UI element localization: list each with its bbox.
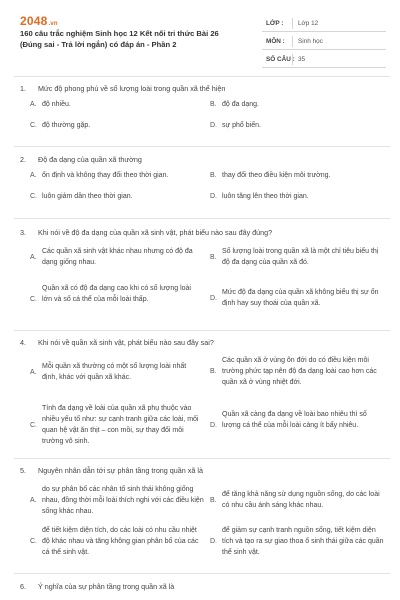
option-text: để tăng khả năng sử dụng nguồn sống, do các loài có nhu cầu ánh sáng khác nhau. xyxy=(222,491,380,510)
option-text: thay đổi theo điều kiện môi trường. xyxy=(222,172,331,180)
question-number: 1. xyxy=(20,84,26,93)
option-letter: A. xyxy=(30,497,37,505)
site-logo[interactable] xyxy=(20,14,58,28)
option-letter: B. xyxy=(210,101,217,109)
divider xyxy=(14,76,390,77)
option-text: Quần xã càng đa dạng về loài bao nhiêu thì số lượng cá thể của mỗi loài càng ít bấy nhiêu. xyxy=(222,411,367,430)
question-text: Độ đa dạng của quần xã thường xyxy=(38,155,142,164)
question-text: Khi nói về độ đa dạng của quần xã sinh vật, phát biểu nào sau đây đúng? xyxy=(38,228,273,237)
option-text: để giảm sự cạnh tranh nguồn sống, tiết kiệm diện tích và tạo ra sự giao thoa ổ sinh thái giữa các quần thể sinh vật. xyxy=(222,527,384,556)
option-text: luôn giảm dần theo thời gian. xyxy=(42,193,133,201)
logo-suffix: .vn xyxy=(48,21,58,27)
document-title: 160 câu trắc nghiệm Sinh học 12 Kết nối tri thức Bài 26 (Đúng sai - Trả lời ngắn) có đáp án - Phần 2 xyxy=(20,29,219,49)
option-text: độ thường gặp. xyxy=(42,122,91,130)
option-text: do sự phân bố các nhân tố sinh thái không giống nhau, đồng thời mỗi loài thích nghi với các điều kiện sống khác nhau. xyxy=(42,486,204,515)
option-letter: C. xyxy=(30,296,37,304)
option-text: Các quần xã ở vùng ôn đới do có điều kiện môi trường phức tạp nên độ đa dạng loài cao hơn các quần xã ở vùng nhiệt đới. xyxy=(222,357,377,386)
info-row-count xyxy=(262,50,386,68)
divider xyxy=(14,458,390,459)
divider xyxy=(14,218,390,219)
divider xyxy=(14,330,390,331)
option-letter: D. xyxy=(210,122,217,130)
option-letter: C. xyxy=(30,538,37,546)
question-number: 6. xyxy=(20,582,26,591)
info-label: MÔN : xyxy=(266,38,285,45)
option-text: độ nhiều. xyxy=(42,101,71,109)
question-text: Mức độ phong phú về số lượng loài trong quần xã thể hiện xyxy=(38,84,226,93)
logo-text: 2048 xyxy=(20,14,48,28)
option-letter: C. xyxy=(30,193,37,201)
question-number: 3. xyxy=(20,228,26,237)
divider xyxy=(14,573,390,574)
option-letter: A. xyxy=(30,369,37,377)
option-text: để tiết kiệm diện tích, do các loài có nhu cầu nhiệt độ khác nhau và tăng không gian phân bố của các cá thể sinh vật. xyxy=(42,527,199,556)
option-text: Các quần xã sinh vật khác nhau nhưng có độ đa dạng giống nhau. xyxy=(42,248,193,267)
question-number: 5. xyxy=(20,466,26,475)
option-letter: B. xyxy=(210,254,217,262)
info-row-class xyxy=(262,14,386,32)
info-value: Lớp 12 xyxy=(298,20,319,27)
option-text: Quần xã có độ đa dạng cao khi có số lượng loài lớn và số cá thể của mỗi loài thấp. xyxy=(42,285,191,304)
option-letter: D. xyxy=(210,193,217,201)
option-text: Mức độ đa dạng của quần xã không biểu thị sự ổn định hay suy thoái của quần xã. xyxy=(222,289,379,308)
option-text: Mỗi quần xã thường có một số lượng loài nhất định, khác với quần xã khác. xyxy=(42,363,187,382)
option-letter: B. xyxy=(210,497,217,505)
option-text: Số lượng loài trong quần xã là một chỉ tiêu biểu thị độ đa dạng của quần xã đó. xyxy=(222,248,379,267)
option-letter: D. xyxy=(210,422,217,430)
info-value: Sinh học xyxy=(298,38,323,45)
info-label: SỐ CÂU : xyxy=(266,56,295,63)
option-text: Tính đa dạng về loài của quần xã phụ thuộc vào nhiều yếu tố như: sự cạnh tranh giữa các loài, mối quan hệ vật ăn thịt – con mồi, sự thay đổi môi trường vô sinh. xyxy=(42,405,199,445)
info-row-subject xyxy=(262,32,386,50)
question-text: Khi nói về quần xã sinh vật, phát biểu nào sau đây sai? xyxy=(38,338,214,347)
document-info-panel xyxy=(262,14,386,68)
question-3 xyxy=(20,228,386,326)
option-letter: B. xyxy=(210,172,217,180)
option-letter: D. xyxy=(210,295,217,303)
info-label: LỚP : xyxy=(266,20,284,27)
option-text: sự phổ biến. xyxy=(222,122,261,130)
option-letter: B. xyxy=(210,368,217,376)
question-1 xyxy=(20,84,386,138)
option-text: luôn tăng lên theo thời gian. xyxy=(222,193,309,201)
option-text: độ đa dạng. xyxy=(222,101,259,109)
question-text: Nguyên nhân dẫn tới sự phân tầng trong quần xã là xyxy=(38,466,203,475)
question-6 xyxy=(20,582,386,592)
document-header xyxy=(14,10,390,72)
option-letter: A. xyxy=(30,101,37,109)
option-letter: A. xyxy=(30,172,37,180)
option-letter: C. xyxy=(30,122,37,130)
option-text: ổn định và không thay đổi theo thời gian. xyxy=(42,172,169,180)
question-number: 4. xyxy=(20,338,26,347)
question-number: 2. xyxy=(20,155,26,164)
question-2 xyxy=(20,155,386,209)
info-value: 35 xyxy=(298,56,306,63)
document-page xyxy=(14,10,390,600)
question-5 xyxy=(20,466,386,578)
divider xyxy=(14,146,390,147)
question-4 xyxy=(20,338,386,472)
option-letter: A. xyxy=(30,254,37,262)
question-text: Ý nghĩa của sự phân tầng trong quần xã là xyxy=(38,582,175,591)
option-letter: D. xyxy=(210,538,217,546)
option-letter: C. xyxy=(30,422,37,430)
